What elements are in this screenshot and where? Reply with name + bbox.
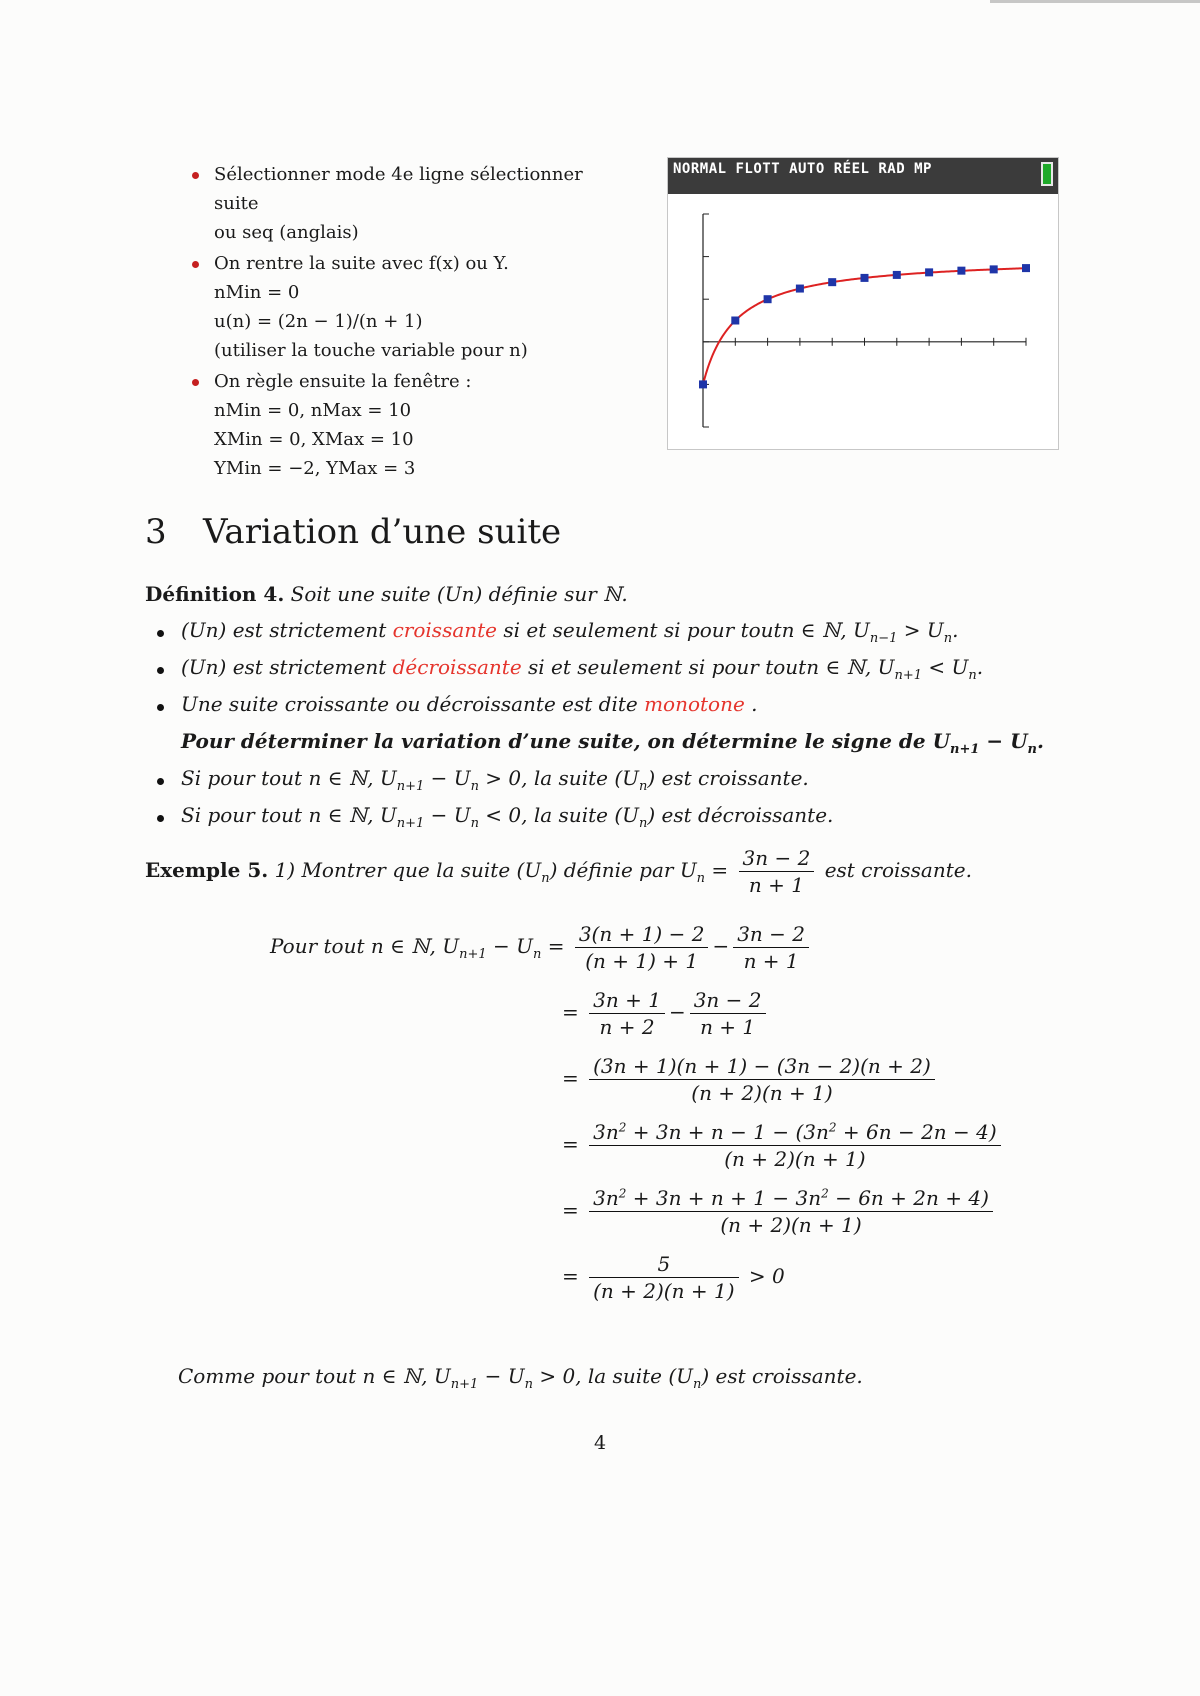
- text: > 0, la suite (U: [532, 1364, 693, 1388]
- instruction-line: XMin = 0, XMax = 10: [214, 429, 414, 450]
- numerator: 3n − 2: [690, 988, 766, 1014]
- equals-sign: =: [562, 1132, 579, 1156]
- subscript: n: [541, 871, 550, 886]
- subscript: n: [532, 947, 542, 962]
- subscript: n+1: [396, 816, 425, 831]
- instruction-line: nMin = 0, nMax = 10: [214, 400, 412, 421]
- fraction: [589, 1054, 935, 1105]
- denominator: (n + 2)(n + 1): [720, 1213, 862, 1237]
- calculator-status-bar: [668, 158, 1058, 194]
- text: 3n: [593, 1186, 619, 1210]
- denominator: n + 2: [599, 1015, 655, 1039]
- text: (Un) est strictement: [181, 655, 387, 679]
- data-point: [1022, 264, 1030, 272]
- text: − U: [424, 803, 471, 827]
- scan-edge: [990, 0, 1200, 3]
- superscript: 2: [828, 1120, 837, 1135]
- subscript: n: [470, 779, 479, 794]
- subscript: n: [1027, 742, 1037, 757]
- text: est croissante.: [824, 858, 972, 882]
- data-point: [957, 267, 965, 275]
- bullet-icon: [157, 778, 164, 785]
- text: ) est croissante.: [701, 1364, 863, 1388]
- data-point: [699, 380, 707, 388]
- definition-bullet-decreasing: [181, 655, 983, 683]
- sequence-plot: [668, 194, 1056, 447]
- text: .: [751, 692, 758, 716]
- instruction-line: Sélectionner mode 4e ligne sélectionner suite: [214, 164, 583, 214]
- subscript: n: [968, 668, 977, 683]
- denominator: (n + 2)(n + 1): [691, 1081, 833, 1105]
- keyword-monotone: monotone: [644, 692, 745, 716]
- bullet-icon: [157, 704, 164, 711]
- section-title-text: Variation d’une suite: [203, 512, 562, 552]
- text: ) définie par U: [549, 858, 697, 882]
- data-point: [828, 278, 836, 286]
- equals-sign: =: [562, 1000, 579, 1024]
- instruction-item: [190, 367, 630, 483]
- bullet-icon: [157, 815, 164, 822]
- calc-step: [562, 1054, 939, 1105]
- subscript: n: [693, 1377, 702, 1392]
- text: − U: [979, 729, 1028, 753]
- text: Si pour tout n ∈ ℕ, U: [181, 803, 397, 827]
- bullet-icon: [157, 667, 164, 674]
- text: =: [541, 934, 565, 958]
- instruction-line: On rentre la suite avec f(x) ou Y.: [214, 253, 509, 274]
- text: > 0: [748, 1264, 785, 1288]
- numerator: 5: [589, 1252, 738, 1278]
- subscript: n+1: [459, 947, 487, 962]
- text: − U: [424, 766, 471, 790]
- subscript: n: [470, 816, 479, 831]
- text: si et seulement si pour toutn ∈ ℕ, U: [503, 618, 870, 642]
- method-statement: [181, 729, 1044, 757]
- subscript: n: [638, 779, 648, 794]
- fraction: [589, 1252, 738, 1303]
- text: .: [952, 618, 959, 642]
- criterion-decreasing: [181, 803, 833, 831]
- instruction-item: [190, 160, 630, 247]
- calc-step: = $\frac{3n + 1}{n + 2}$ − $\frac{3n - 2}{n + 1}$: [562, 988, 770, 1039]
- numerator: 3n − 2: [733, 922, 809, 948]
- calculator-instructions: [190, 160, 630, 485]
- calc-step: [562, 1252, 785, 1303]
- definition-intro: [145, 582, 628, 606]
- text: > U: [897, 618, 944, 642]
- numerator: [589, 1186, 993, 1212]
- numerator: (3n + 1)(n + 1) − (3n − 2)(n + 2): [589, 1054, 935, 1080]
- definition-intro-text: Soit une suite (Un) définie sur ℕ.: [290, 582, 628, 606]
- text: Une suite croissante ou décroissante est dite: [181, 692, 638, 716]
- bullet-icon: [157, 630, 164, 637]
- subscript: n+1: [450, 1377, 479, 1392]
- subscript: n: [696, 871, 706, 886]
- instruction-line: nMin = 0: [214, 282, 300, 303]
- keyword-croissante: croissante: [392, 618, 498, 642]
- page-number: 4: [593, 1432, 607, 1454]
- superscript: 2: [618, 1120, 627, 1135]
- text: < U: [922, 655, 969, 679]
- definition-bullet-monotone: [181, 692, 758, 716]
- fraction: [575, 922, 709, 973]
- text: Si pour tout n ∈ ℕ, U: [181, 766, 397, 790]
- fraction: [739, 846, 815, 897]
- denominator: n + 1: [743, 949, 799, 973]
- equals-sign: =: [562, 1198, 579, 1222]
- numerator: 3(n + 1) − 2: [575, 922, 709, 948]
- section-title: [145, 512, 561, 552]
- text: − U: [486, 934, 533, 958]
- conclusion: [178, 1364, 863, 1392]
- data-point: [893, 271, 901, 279]
- numerator: 3n + 1: [589, 988, 665, 1014]
- instruction-item: [190, 249, 630, 365]
- data-point: [861, 274, 869, 282]
- fraction: [733, 922, 809, 973]
- example-label: Exemple 5.: [145, 858, 269, 882]
- equals-sign: =: [562, 1264, 579, 1288]
- text: Comme pour tout n ∈ ℕ, U: [178, 1364, 451, 1388]
- bullet-icon: [192, 172, 199, 179]
- fraction: [589, 1120, 1001, 1171]
- text: + 3n + n + 1 − 3n: [626, 1186, 822, 1210]
- instruction-line: ou seq (anglais): [214, 222, 359, 243]
- fraction: [589, 988, 665, 1039]
- bullet-icon: [192, 379, 199, 386]
- text: > 0, la suite (U: [478, 766, 639, 790]
- subscript: n+1: [396, 779, 425, 794]
- text: 3n: [593, 1120, 619, 1144]
- text: .: [976, 655, 984, 679]
- data-point: [990, 265, 998, 273]
- text: 1) Montrer que la suite (U: [274, 858, 542, 882]
- status-text: NORMAL FLOTT AUTO RÉEL RAD MP: [673, 161, 932, 177]
- definition-bullet-increasing: [181, 618, 958, 646]
- subscript: n: [943, 631, 953, 646]
- subscript: n: [524, 1377, 533, 1392]
- denominator: (n + 1) + 1: [585, 949, 699, 973]
- denominator: (n + 2)(n + 1): [593, 1279, 735, 1303]
- instruction-line: On règle ensuite la fenêtre :: [214, 371, 472, 392]
- text: + 6n − 2n − 4): [836, 1120, 997, 1144]
- subscript: n−1: [869, 631, 898, 646]
- calculator-screen: [667, 157, 1059, 450]
- text: Pour déterminer la variation d’une suite, on détermine le signe de U: [181, 729, 951, 753]
- denominator: (n + 2)(n + 1): [724, 1147, 866, 1171]
- calc-step: [562, 1120, 1005, 1171]
- bullet-icon: [192, 261, 199, 268]
- text: < 0, la suite (U: [478, 803, 639, 827]
- data-point: [764, 295, 772, 303]
- instruction-line: YMin = −2, YMax = 3: [214, 458, 416, 479]
- data-point: [925, 268, 933, 276]
- data-point: [796, 285, 804, 293]
- text: ) est croissante.: [647, 766, 809, 790]
- text: .: [1036, 729, 1044, 753]
- data-point: [731, 317, 739, 325]
- battery-icon: [1041, 162, 1053, 186]
- example-statement: [145, 846, 972, 897]
- text: =: [705, 858, 729, 882]
- calc-step-intro: Pour tout n ∈ ℕ, $U_{n+1} - U_n$ = $\frac{3(n + 1) - 2}{(n + 1) + 1}$ − $\frac{3n - 2}{n + 1}$: [270, 922, 813, 973]
- text: − U: [478, 1364, 525, 1388]
- criterion-increasing: [181, 766, 809, 794]
- numerator: 3n − 2: [739, 846, 815, 872]
- subscript: n+1: [894, 668, 923, 683]
- superscript: 2: [618, 1186, 627, 1201]
- text: ) est décroissante.: [647, 803, 834, 827]
- subscript: n: [638, 816, 648, 831]
- calc-step: [562, 1186, 997, 1237]
- definition-label: Définition 4.: [145, 582, 285, 606]
- fraction: [589, 1186, 993, 1237]
- text: Pour tout n ∈ ℕ, U: [270, 934, 460, 958]
- section-number: 3: [145, 512, 167, 552]
- denominator: n + 1: [748, 873, 804, 897]
- text: + 3n + n − 1 − (3n: [626, 1120, 829, 1144]
- text: si et seulement si pour toutn ∈ ℕ, U: [528, 655, 895, 679]
- superscript: 2: [821, 1186, 829, 1201]
- equals-sign: =: [562, 1066, 579, 1090]
- curve-line: [703, 268, 1026, 384]
- keyword-decroissante: décroissante: [392, 655, 522, 679]
- fraction: [690, 988, 766, 1039]
- text: (Un) est strictement: [181, 618, 387, 642]
- instruction-line: u(n) = (2n − 1)/(n + 1): [214, 311, 423, 332]
- denominator: n + 1: [700, 1015, 756, 1039]
- subscript: n+1: [950, 742, 980, 757]
- numerator: [589, 1120, 1001, 1146]
- instruction-line: (utiliser la touche variable pour n): [214, 340, 528, 361]
- text: − 6n + 2n + 4): [828, 1186, 989, 1210]
